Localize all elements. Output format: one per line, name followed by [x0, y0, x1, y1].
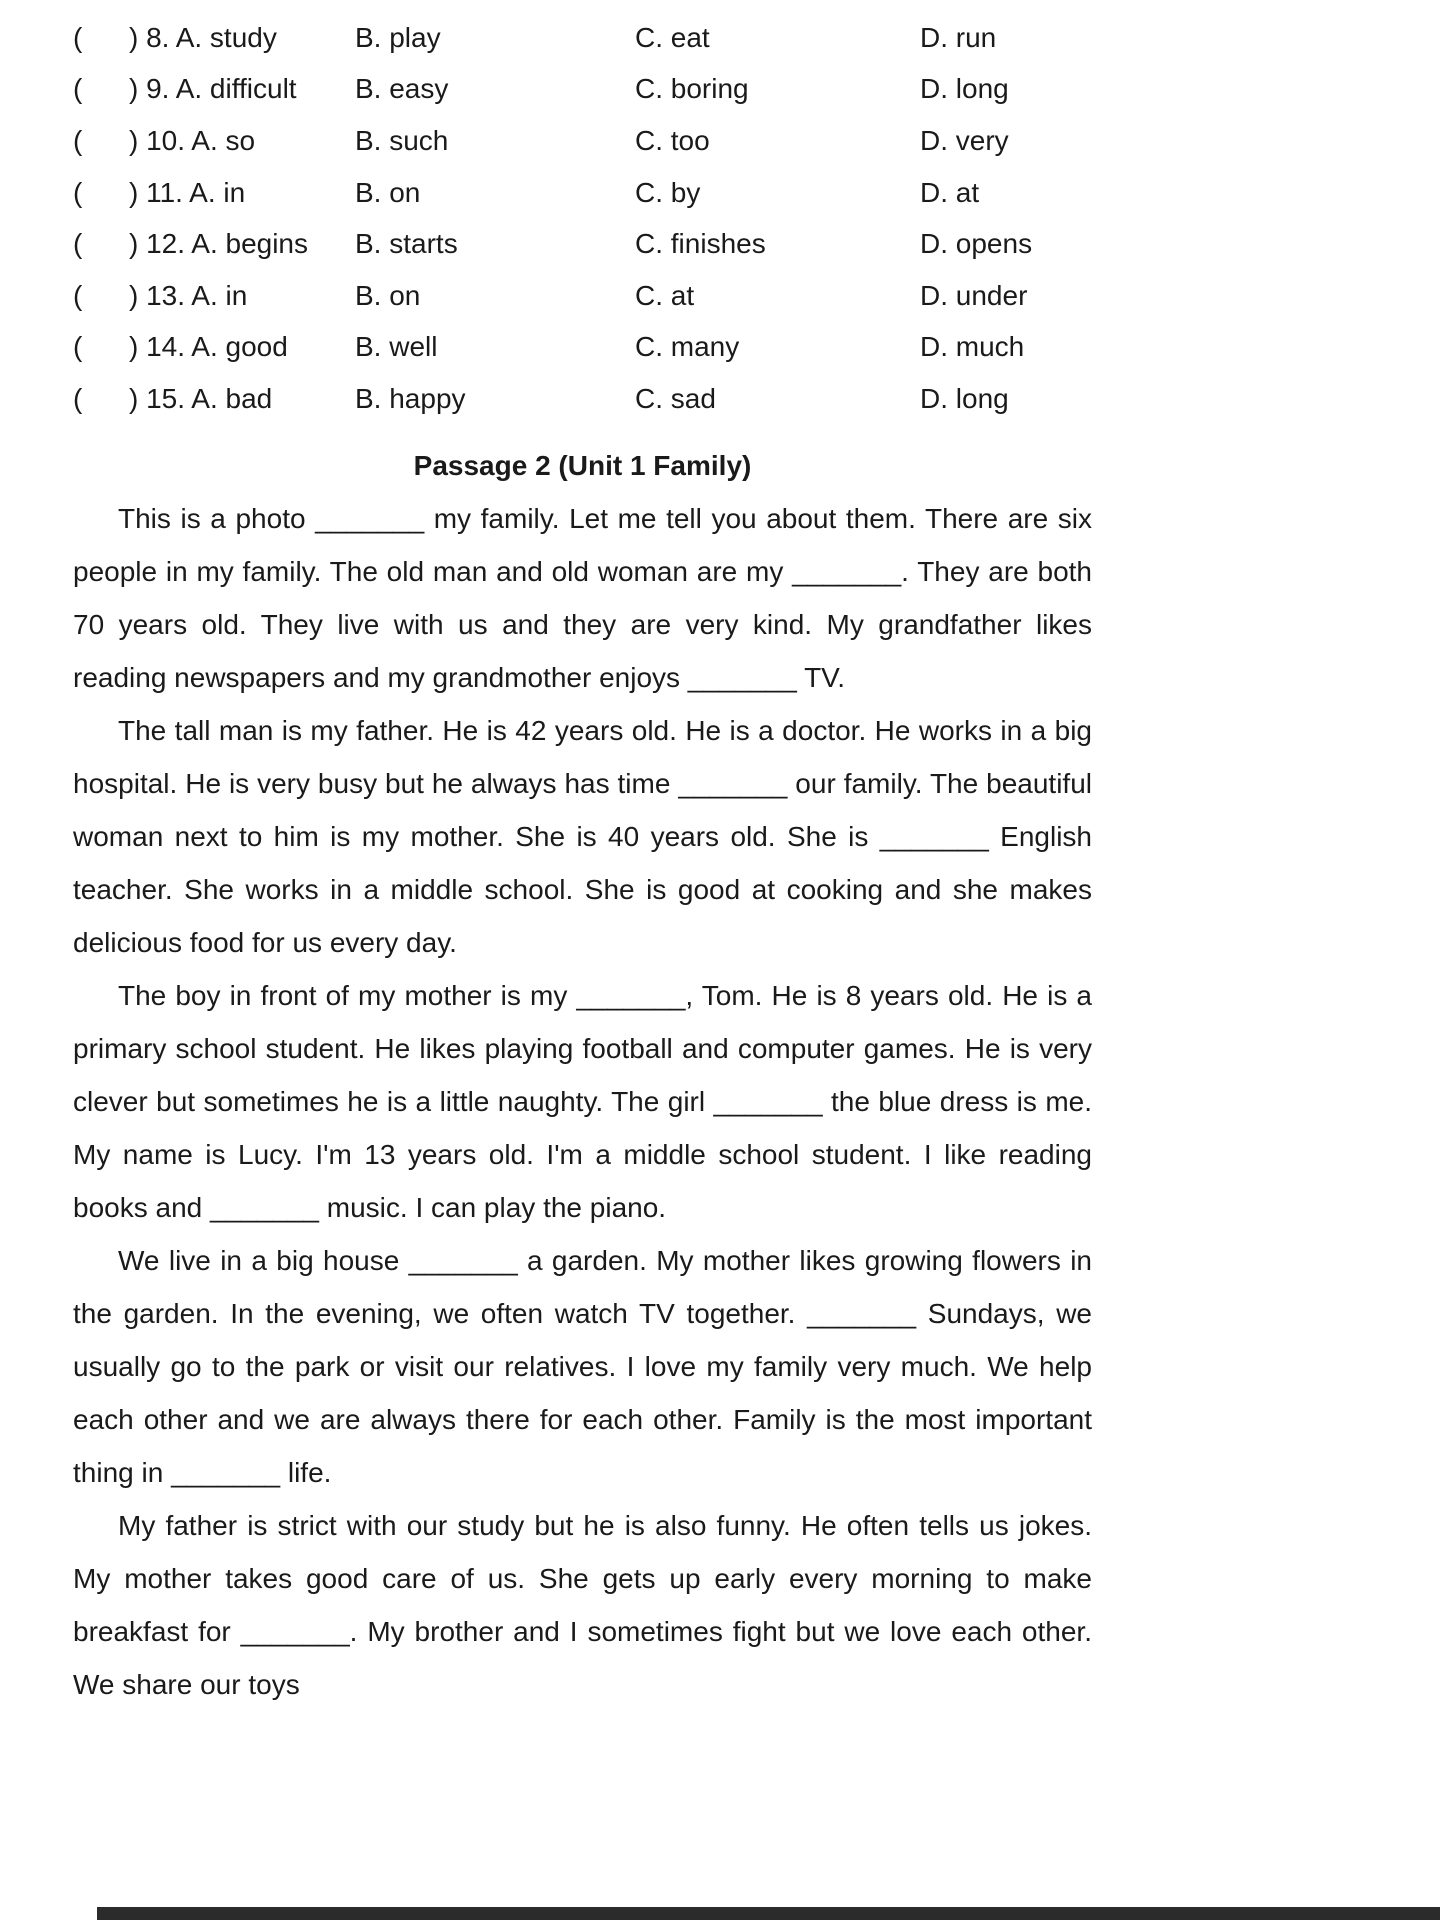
question-15-option-c: C. sad [635, 382, 716, 414]
question-11-option-a: ( ) 11. A. in [73, 176, 246, 208]
question-9-option-a: ( ) 9. A. difficult [73, 73, 297, 105]
question-8-option-b: B. play [355, 21, 441, 53]
question-15-option-d: D. long [920, 382, 1009, 414]
passage-paragraph-4: We live in a big house _______ a garden. My mother likes growing flowers in the garden. In the evening, we often watch TV together. _______ Sundays, we usually go to the park or visit our relatives. I love my family very much. We help each other and we are always there for each other. Family is the most important thing in _______ life. [73, 1244, 1092, 1488]
question-8-option-c: C. eat [635, 21, 710, 53]
question-8-option-d: D. run [920, 21, 997, 53]
question-row-12 [73, 218, 1173, 270]
question-11-option-b: B. on [355, 176, 421, 208]
passage-body [73, 492, 1092, 1711]
question-15-option-a: ( ) 15. A. bad [73, 382, 273, 414]
question-8-option-a: ( ) 8. A. study [73, 21, 277, 53]
question-10-option-a: ( ) 10. A. so [73, 124, 256, 156]
question-9-option-d: D. long [920, 73, 1009, 105]
passage-paragraph-2: The tall man is my father. He is 42 years old. He is a doctor. He works in a big hospital. He is very busy but he always has time _______ our family. The beautiful woman next to him is my mother. She is 40 years old. She is _______ English teacher. She works in a middle school. She is good at cooking and she makes delicious food for us every day. [73, 714, 1092, 958]
question-14-option-a: ( ) 14. A. good [73, 331, 288, 363]
question-12-option-b: B. starts [355, 228, 458, 260]
question-14-option-d: D. much [920, 331, 1025, 363]
question-11-option-c: C. by [635, 176, 701, 208]
passage-paragraph-1: This is a photo _______ my family. Let me tell you about them. There are six people in my family. The old man and old woman are my _______. They are both 70 years old. They live with us and they are very kind. My grandfather likes reading newspapers and my grandmother enjoys _______ TV. [73, 502, 1092, 693]
passage-paragraph-5: My father is strict with our study but he is also funny. He often tells us jokes. My mother takes good care of us. She gets up early every morning to make breakfast for _______. My brother and I sometimes fight but we love each other. We share our toys [73, 1509, 1092, 1700]
question-row-8 [73, 12, 1173, 64]
question-13-option-b: B. on [355, 279, 421, 311]
question-11-option-d: D. at [920, 176, 980, 208]
question-13-option-c: C. at [635, 279, 695, 311]
question-row-11 [73, 167, 1173, 219]
question-row-14 [73, 322, 1173, 374]
passage-title: Passage 2 (Unit 1 Family) [413, 449, 752, 481]
question-13-option-d: D. under [920, 279, 1028, 311]
question-14-option-b: B. well [355, 331, 438, 363]
question-10-option-c: C. too [635, 124, 710, 156]
bottom-divider [97, 1907, 1440, 1920]
multiple-choice-section [73, 0, 1173, 425]
question-12-option-c: C. finishes [635, 228, 766, 260]
question-12-option-d: D. opens [920, 228, 1033, 260]
question-9-option-b: B. easy [355, 73, 449, 105]
question-row-15 [73, 373, 1173, 425]
question-row-10 [73, 115, 1173, 167]
question-row-13 [73, 270, 1173, 322]
question-14-option-c: C. many [635, 331, 740, 363]
question-10-option-b: B. such [355, 124, 449, 156]
question-row-9 [73, 64, 1173, 116]
question-10-option-d: D. very [920, 124, 1009, 156]
question-9-option-c: C. boring [635, 73, 749, 105]
passage-paragraph-3: The boy in front of my mother is my _______, Tom. He is 8 years old. He is a primary school student. He likes playing football and computer games. He is very clever but sometimes he is a little naughty. The girl _______ the blue dress is me. My name is Lucy. I'm 13 years old. I'm a middle school student. I like reading books and _______ music. I can play the piano. [73, 979, 1092, 1223]
question-12-option-a: ( ) 12. A. begins [73, 228, 309, 260]
question-15-option-b: B. happy [355, 382, 466, 414]
question-13-option-a: ( ) 13. A. in [73, 279, 248, 311]
